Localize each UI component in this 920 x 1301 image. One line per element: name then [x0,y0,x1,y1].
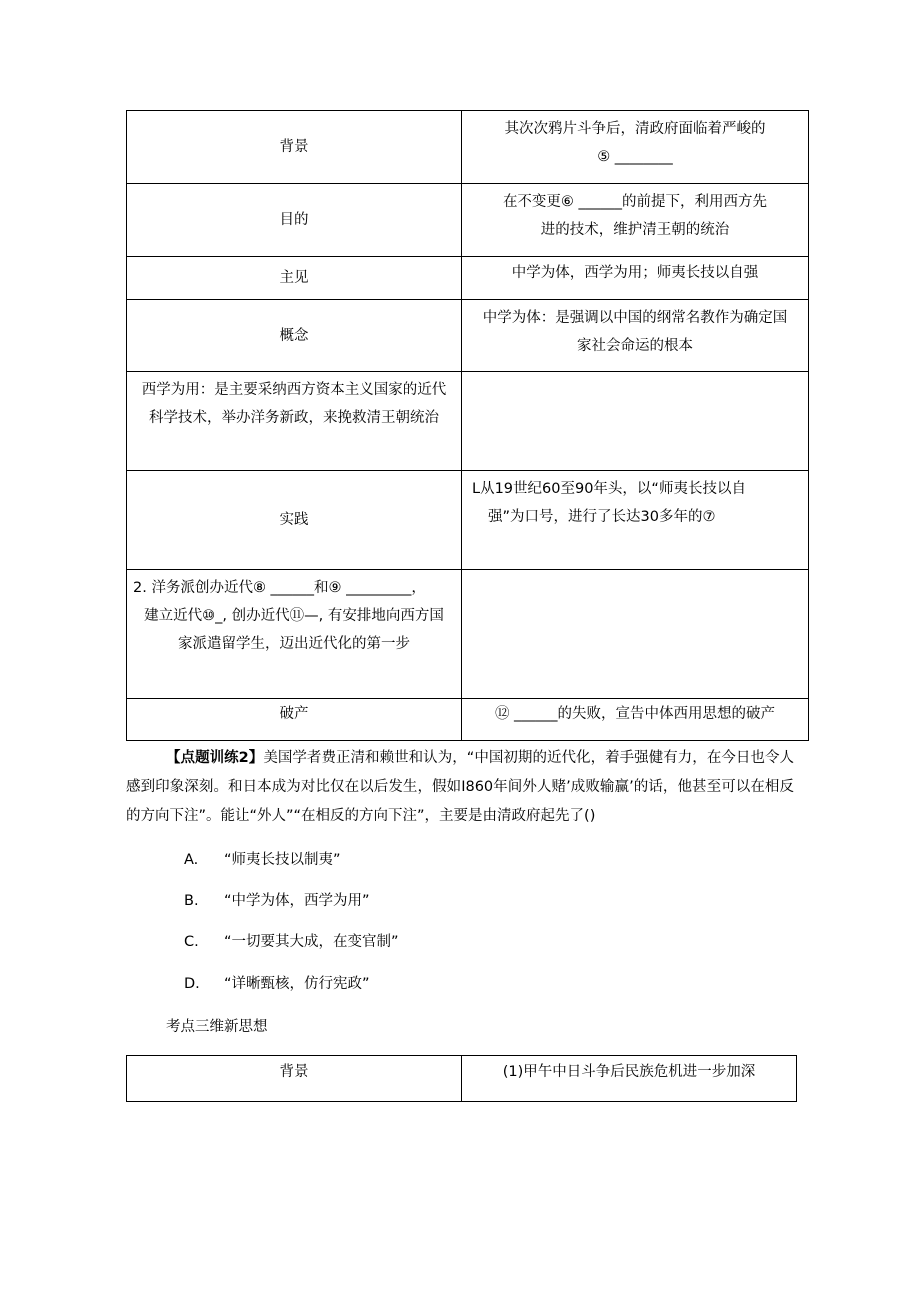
row-label: 目的 [127,184,462,257]
row-content-empty [462,570,809,699]
row-content-line: 家社会命运的根本 [577,338,693,354]
training-text: 美国学者费正清和赖世和认为，“中国初期的近代化，着手强健有力，在今日也令人感到印象深刻。和日本成为对比仅在以后发生，假如I860年间外人赌’成败输赢’的话，他甚至可以在相反的方向下注”。能让“外人”“在相反的方向下注”，主要是由清政府起先了() [126,750,795,824]
table-row [127,257,809,300]
training-label: 【点题训练2】 [166,750,264,766]
row-content-line: 中学为体，西学为用；师夷长技以自强 [511,265,759,281]
table-row [127,570,809,699]
row-content-line: 中学为体：是强调以中国的纲常名教作为确定国 [482,310,788,326]
option-text: “师夷长技以制夷” [224,852,341,868]
table-row [127,184,809,257]
row-content [462,184,809,257]
row-label: 概念 [127,300,462,372]
row-label [127,372,462,471]
table-row [127,372,809,471]
row-label-line: 建立近代⑩_, 创办近代⑪—, 有安排地向西方国 [144,608,444,624]
row-label-line: 家派遣留学生，迈出近代化的第一步 [178,636,410,652]
row-content: (1)甲午中日斗争后民族危机进一步加深 [462,1056,797,1102]
row-content [462,111,809,184]
row-content-line: 在不变更⑥ ______的前提下，利用西方先 [502,194,768,210]
row-label: 背景 [127,111,462,184]
option-text: “详晰甄核，仿行宪政” [224,976,370,992]
row-content-line: 强”为口号，进行了长达30多年的⑦ [488,509,716,525]
row-label: 破产 [127,699,462,741]
row-content-line: ⑤ ________ [597,149,673,165]
option-letter: B. [184,893,199,909]
row-content-line: ⑫ ______的失败，宣告中体西用思想的破产 [494,706,776,722]
row-label: 实践 [127,471,462,570]
row-label: 背景 [127,1056,462,1102]
row-content [462,257,809,300]
row-label-line: 2. 洋务派创办近代⑧ ______和⑨ _________， [133,580,426,596]
table-row [127,300,809,372]
option-b[interactable] [184,891,370,911]
option-letter: C. [184,934,199,950]
row-content [462,699,809,741]
section-title: 考点三维新思想 [166,1019,268,1035]
table-row [127,111,809,184]
row-content [462,300,809,372]
option-text: “一切要其大成，在变官制” [224,934,399,950]
row-content-line: 进的技术，维护清王朝的统治 [540,222,730,238]
option-text: “中学为体，西学为用” [224,893,370,909]
row-label [127,570,462,699]
table-row [127,1056,797,1102]
option-d[interactable] [184,974,370,994]
option-letter: D. [184,976,200,992]
row-label-line: 科学技术，举办洋务新政，来挽救清王朝统治 [149,410,439,426]
row-label: 主见 [127,257,462,300]
training-question [126,744,794,831]
row-content-empty [462,372,809,471]
row-label-line: 西学为用：是主要采纳西方资本主义国家的近代 [141,382,447,398]
table-row [127,471,809,570]
option-letter: A. [184,852,199,868]
table-row [127,699,809,741]
option-c[interactable] [184,932,399,952]
option-a[interactable] [184,850,341,870]
row-content-line: 其次次鸦片斗争后，清政府面临着严峻的 [504,121,766,137]
westernization-table [126,110,809,741]
row-content-line: L从19世纪60至90年头，以“师夷长技以自 [472,481,746,497]
reform-table [126,1055,797,1102]
row-content [462,471,809,570]
